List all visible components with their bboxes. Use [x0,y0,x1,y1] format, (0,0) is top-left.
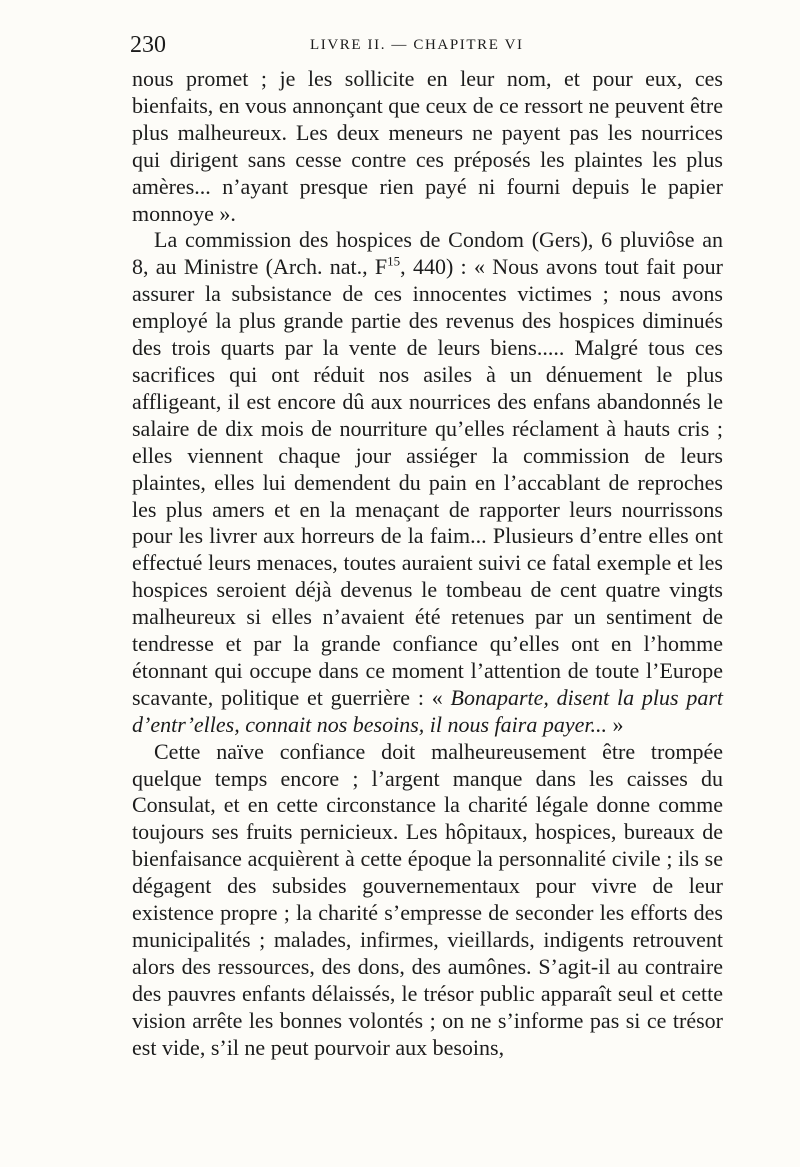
running-head [130,30,723,60]
chapter-header: LIVRE II. — CHAPITRE VI [310,37,524,53]
body-text [132,66,723,1062]
paragraph-2-end: » [607,711,624,737]
paragraph-2 [132,227,723,738]
paragraph-2-text-b: , 440) : « Nous avons tout fait pour assurer la subsistance de ces innocentes victimes ; nous avons employé la plus grande partie des revenus des hospices diminués des trois quarts par la vente de leurs biens..... Malgré tous ces sacrifices qui ont réduit nos asiles à un dénuement le plus affligeant, il est encore dû aux nourrices des enfans abandonnés le salaire de dix mois de nourriture qu’elles réclament à hauts cris ; elles viennent chaque jour assiéger la commission de leurs plaintes, elles lui demendent du pain en l’accablant de reproches les plus amers et en la menaçant de rapporter leurs nourrissons pour les livrer aux horreurs de la faim... Plusieurs d’entre elles ont effectué leurs menaces, toutes auraient suivi ce fatal exemple et les hospices seroient déjà devenus le tombeau de cent quatre vingts malheureux si elles n’avaient été retenues par un sentiment de tendresse et par la grande confiance qu’elles ont en l’homme étonnant qui occupe dans ce moment l’attention de toute l’Europe scavante, politique et guerrière : « [132,254,723,710]
paragraph-3: Cette naïve confiance doit malheureusement être trompée quelque temps encore ; l’argent manque dans les caisses du Consulat, et en cette circonstance la charité légale donne comme toujours ses fruits pernicieux. Les hôpitaux, hospices, bureaux de bienfaisance acquièrent à cette époque la personnalité civile ; ils se dégagent des subsides gouvernementaux pour vivre de leur existence propre ; la charité s’empresse de seconder les efforts des municipalités ; malades, infirmes, vieillards, indigents retrouvent alors des ressources, des dons, des aumônes. S’agit-il au contraire des pauvres enfants délaissés, le trésor public apparaît seul et cette vision arrête les bonnes volontés ; on ne s’informe pas si ce trésor est vide, s’il ne peut pourvoir aux besoins, [132,738,723,1060]
paragraph-2-quote-italic: Bonaparte, disent la plus part d’entr’elles, connait nos besoins, il nous faira payer... [132,684,724,737]
footnote-superscript: 15 [387,254,401,270]
page-number: 230 [130,32,166,58]
paragraph-1: nous promet ; je les sollicite en leur nom, et pour eux, ces bienfaits, en vous annonçant que ceux de ce ressort ne peuvent être plus malheureux. Les deux meneurs ne payent pas les nourrices qui dirigent sans cesse contre ces préposés les plaintes les plus amères... n’ayant presque rien payé ni fourni depuis le papier monnoye ». [132,66,723,226]
paragraph-2-text-a: La commission des hospices de Condom (Gers), 6 pluviôse an 8, au Ministre (Arch. nat., F [132,227,723,280]
